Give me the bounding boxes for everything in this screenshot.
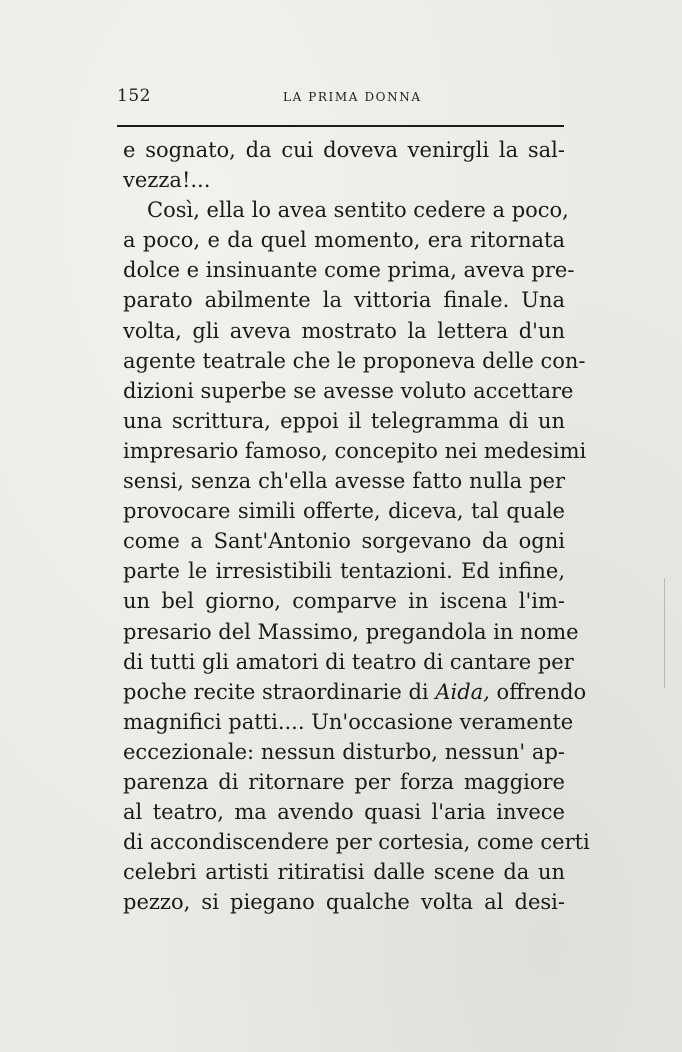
text-line: pezzo, si piegano qualche volta al desi- [123,890,565,915]
text-line: parato abilmente la vittoria finale. Una [123,288,565,313]
text-line-start: poche recite straordinarie di [123,679,429,704]
text-line: dizioni superbe se avesse voluto accettare [123,378,574,403]
text-line: dolce e insinuante come prima, aveva pre- [123,258,575,283]
page-header [117,86,567,110]
text-line: parenza di ritornare per forza maggiore [123,769,565,794]
text-line: celebri artisti ritiratisi dalle scene da un [123,860,565,885]
opera-title: Aida, [435,679,490,704]
text-line: come a Sant'Antonio sorgevano da ogni [123,529,565,554]
text-line: al teatro, ma avendo quasi l'aria invece [123,800,565,825]
text-line: sensi, senza ch'ella avesse fatto nulla per [123,469,565,494]
text-line: volta, gli aveva mostrato la lettera d'un [123,318,565,343]
text-line: presario del Massimo, pregandola in nome [123,619,579,644]
text-line: impresario famoso, concepito nei medesimi [123,438,587,463]
header-rule [117,125,564,127]
running-title: LA PRIMA DONNA [283,90,422,104]
text-line: magnifici patti.... Un'occasione veramente [123,709,574,734]
text-line: provocare simili offerte, diceva, tal quale [123,499,565,524]
text-line: e sognato, da cui doveva venirgli la sal- [123,138,565,162]
text-line: a poco, e da quel momento, era ritornata [123,228,565,253]
text-line: vezza!... [123,168,211,193]
page-number: 152 [117,86,151,106]
text-line-end: offrendo [496,679,587,704]
text-line: una scrittura, eppoi il telegramma di un [123,408,565,433]
body-text [123,135,590,917]
text-line: agente teatrale che le proponeva delle con- [123,348,586,373]
text-line-with-italic [123,677,587,707]
text-line: un bel giorno, comparve in iscena l'im- [123,589,565,614]
text-line: di tutti gli amatori di teatro di cantare per [123,649,574,674]
text-line: parte le irresistibili tentazioni. Ed infine, [123,559,565,584]
text-line: di accondiscendere per cortesia, come certi [123,830,590,855]
text-line: eccezionale: nessun disturbo, nessun' ap- [123,739,565,764]
page-edge-mark [664,578,669,688]
text-line: Così, ella lo avea sentito cedere a poco, [147,198,569,223]
